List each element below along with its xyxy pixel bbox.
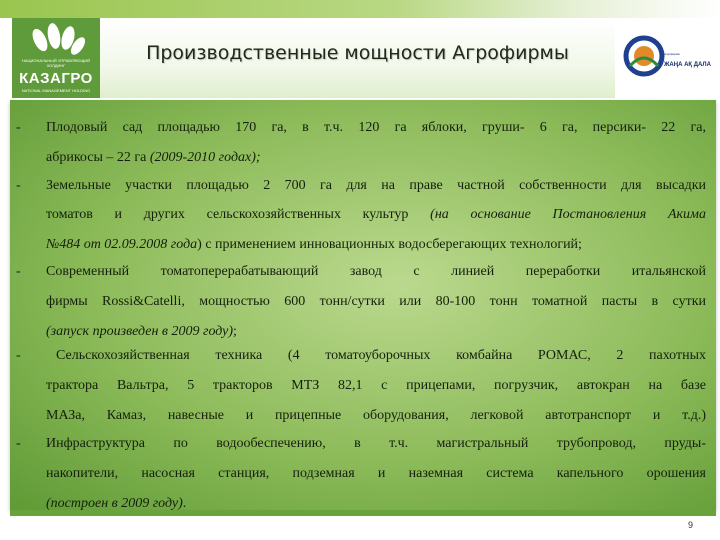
logo-right-name: ЖАҢА АҚ ДАЛА xyxy=(664,62,711,68)
item-line: Сельскохозяйственная техника (4 томатоуборочных комбайна РОМАС, 2 пахотных xyxy=(56,348,706,363)
page-title: Производственные мощности Агрофирмы xyxy=(146,42,569,64)
item-line: МАЗа, Камаз, навесные и прицепные оборудования, легковой автотранспорт и т.д.) xyxy=(46,408,706,423)
logo-right-small: агрофирма xyxy=(664,52,680,56)
list-item: - Инфраструктура по водообеспечению, в т.ч. магистральный трубопровод, пруды- накопители, насосная станция, подземная и наземная система капельного орошения (построен в 2009 году). xyxy=(16,436,706,510)
item-line: Плодовый сад площадью 170 га, в т.ч. 120 га яблоки, груши- 6 га, персики- 22 га, xyxy=(46,120,706,135)
item-line: накопители, насосная станция, подземная и наземная система капельного орошения xyxy=(46,466,706,481)
item-line: №484 от 02.09.2008 года) с применением инновационных водосберегающих технологий; xyxy=(46,237,582,252)
page-number: 9 xyxy=(688,520,694,530)
item-line: трактора Вальтра, 5 тракторов МТЗ 82,1 с прицепами, погрузчик, автокран на базе xyxy=(46,378,706,393)
item-line: фирмы Rossi&Catelli, мощностью 600 тонн/сутки или 80-100 тонн томатной пасты в сутки xyxy=(46,294,706,309)
kazagro-logo xyxy=(12,18,100,98)
header-strip xyxy=(0,0,720,18)
item-line: абрикосы – 22 га (2009-2010 годах); xyxy=(46,150,261,165)
item-line: Земельные участки площадью 2 700 га для на праве частной собственности для высадки xyxy=(46,178,706,193)
list-item: - Земельные участки площадью 2 700 га для на праве частной собственности для высадки томатов и других сельскохозяйственных культур (на основание Постановления Акима №484 от 02.09.2008 года) с применением инновационных водосберегающих технологий; xyxy=(16,178,706,252)
item-line: (построен в 2009 году). xyxy=(46,496,187,510)
footer-strip xyxy=(10,510,716,516)
logo-subcaption: NATIONAL MANAGEMENT HOLDING xyxy=(21,88,91,93)
list-item: - Плодовый сад площадью 170 га, в т.ч. 120 га яблоки, груши- 6 га, персики- 22 га, абрикосы – 22 га (2009-2010 годах); xyxy=(16,120,706,165)
item-line: томатов и других сельскохозяйственных культур (на основание Постановления Акима xyxy=(46,207,706,222)
logo-name: КАЗАГРО xyxy=(19,70,93,87)
item-line: Инфраструктура по водообеспечению, в т.ч. магистральный трубопровод, пруды- xyxy=(46,436,706,451)
list-item: - Сельскохозяйственная техника (4 томатоуборочных комбайна РОМАС, 2 пахотных трактора Вальтра, 5 тракторов МТЗ 82,1 с прицепами, погрузчик, автокран на базе МАЗа, Камаз, навесные и прицепные оборудования, легковой автотранспорт и т.д.) xyxy=(16,348,706,423)
list-item: - Современный томатоперерабатывающий завод с линией переработки итальянской фирмы Rossi&Catelli, мощностью 600 тонн/сутки или 80-100 тонн томатной пасты в сутки (запуск произведен в 2009 году); xyxy=(16,264,706,339)
item-line: Современный томатоперерабатывающий завод с линией переработки итальянской xyxy=(46,264,706,279)
zhana-ak-dala-logo xyxy=(620,28,715,90)
content-panel xyxy=(10,100,716,510)
item-line: (запуск произведен в 2009 году); xyxy=(46,324,237,339)
logo-caption: НАЦИОНАЛЬНЫЙ УПРАВЛЯЮЩИЙ ХОЛДИНГ xyxy=(22,58,90,68)
